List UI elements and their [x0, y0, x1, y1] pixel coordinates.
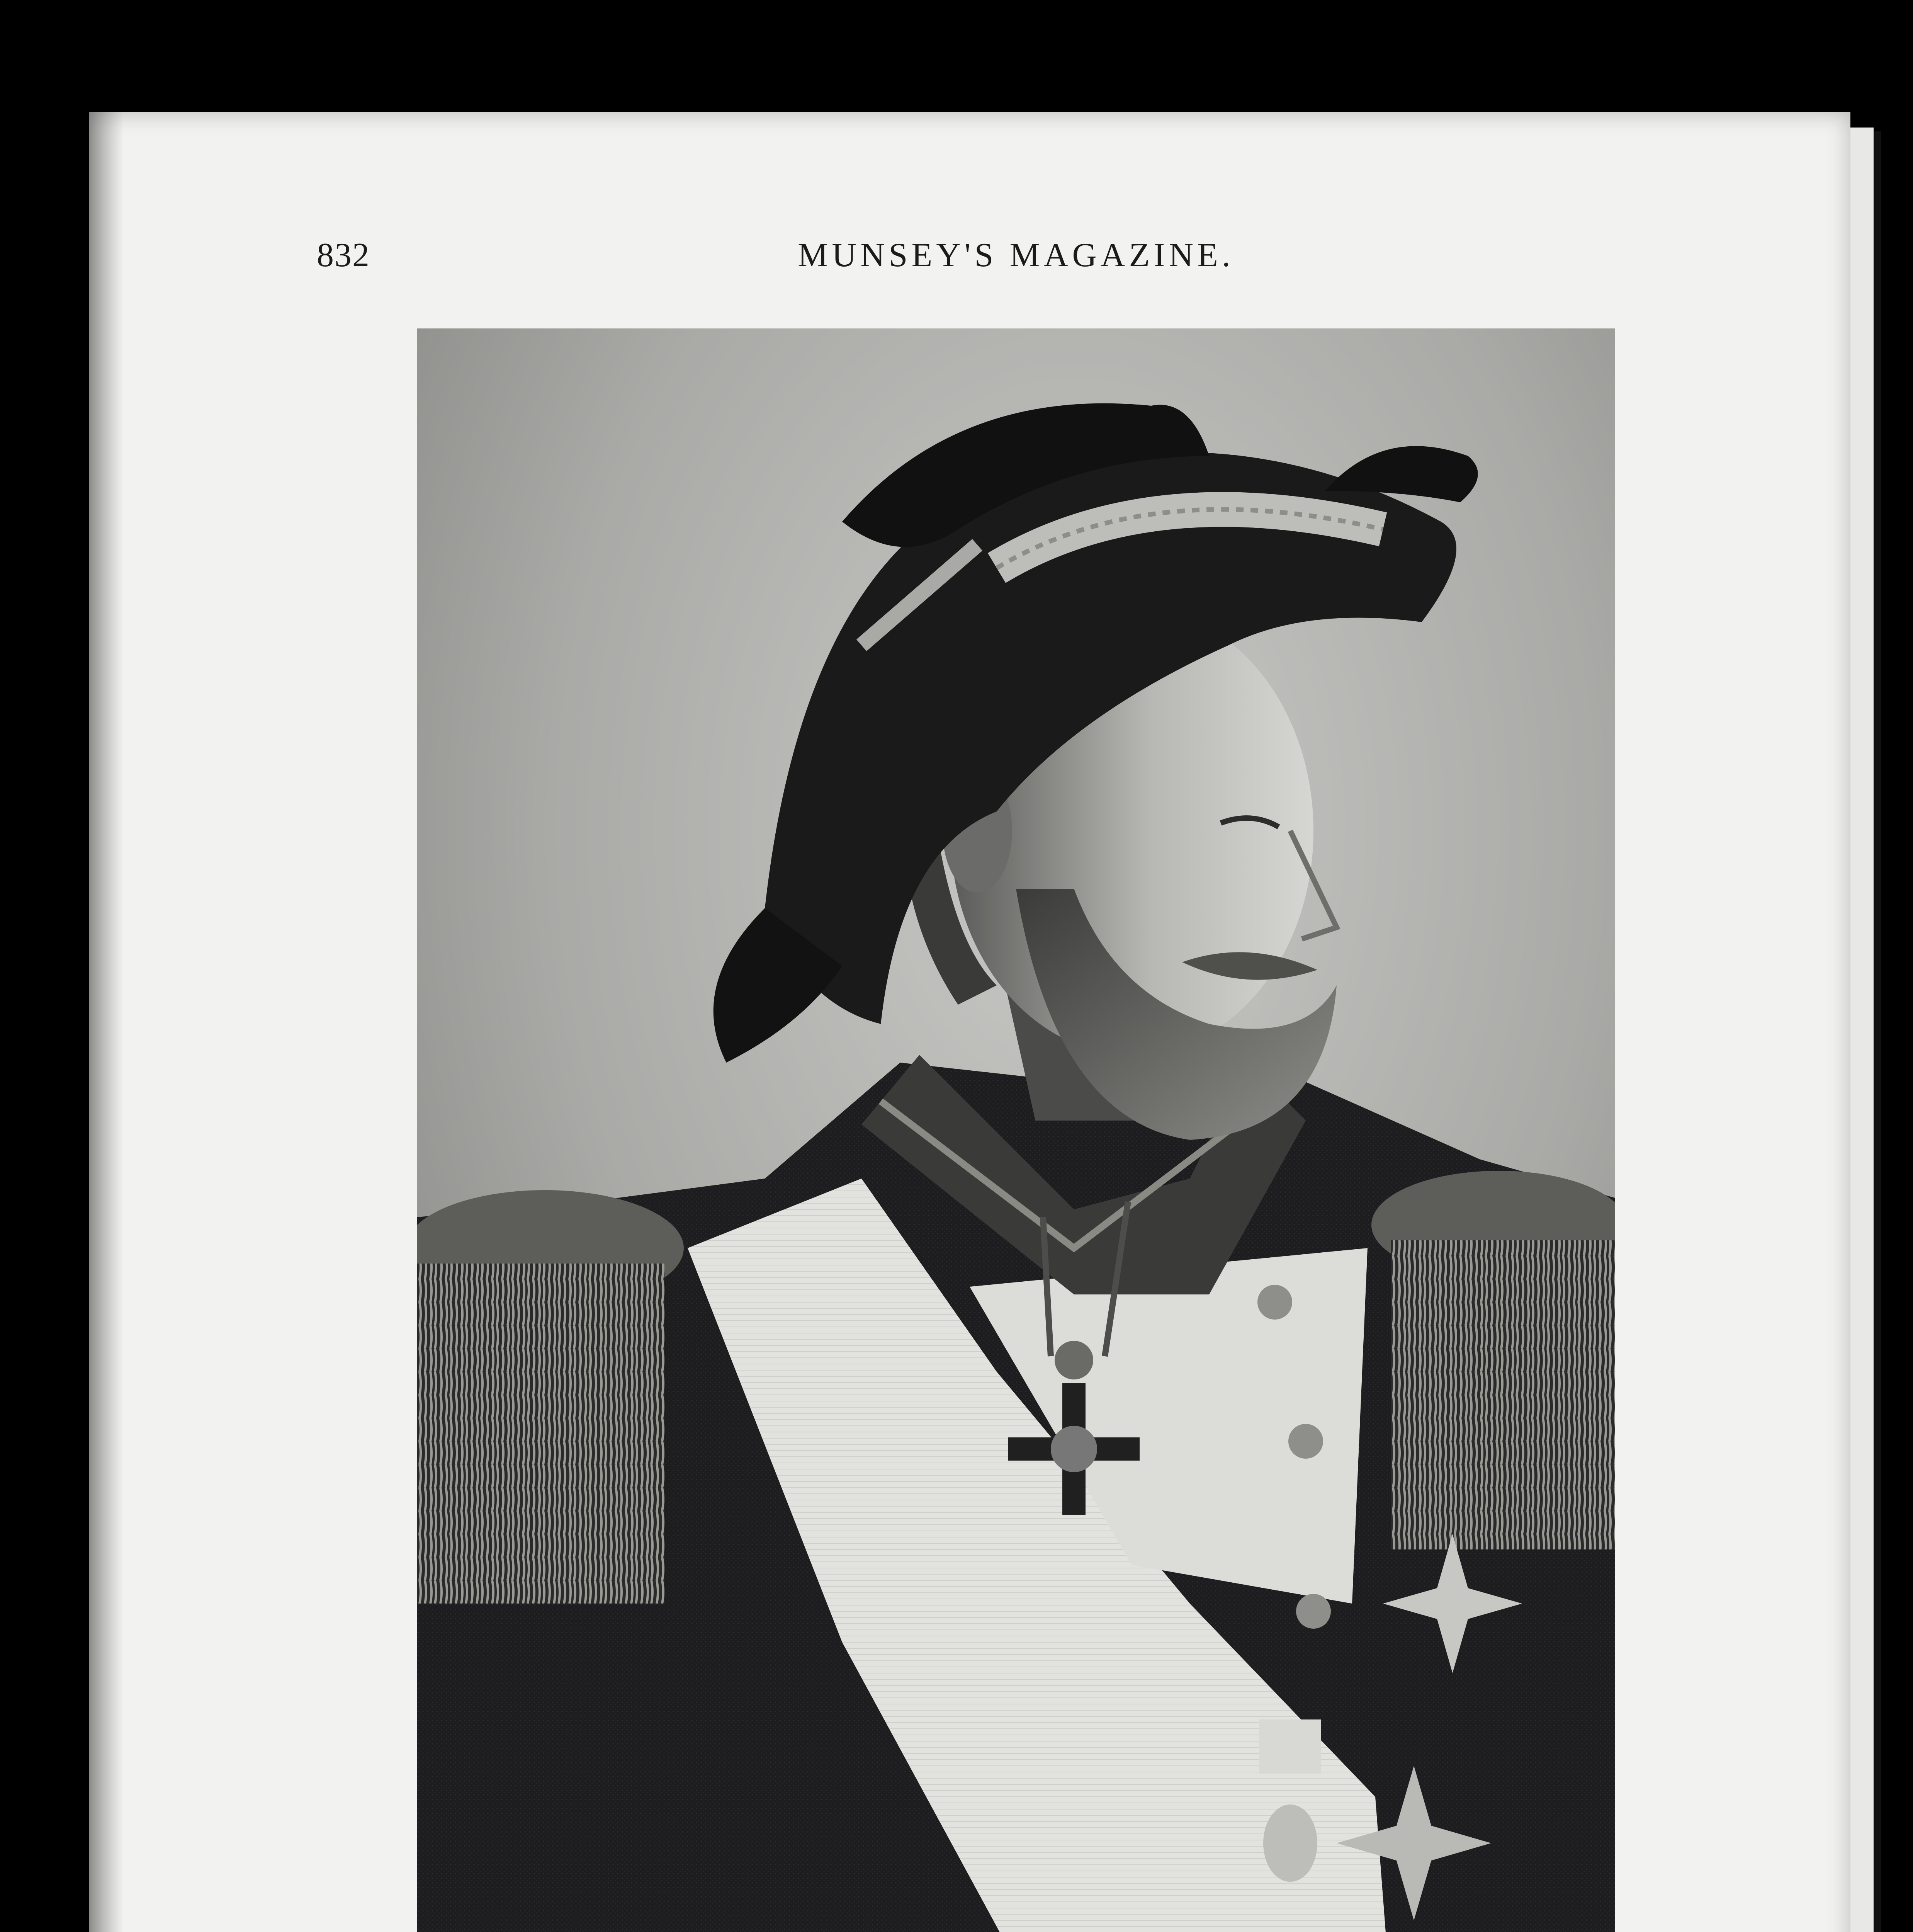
- magazine-title: MUNSEY'S MAGAZINE.: [798, 236, 1234, 274]
- portrait-illustration: [417, 328, 1615, 1932]
- running-head: [317, 236, 1715, 278]
- portrait-photograph: [417, 328, 1615, 1932]
- page-edge-dark: [1874, 131, 1881, 1932]
- page-edge: [1850, 128, 1874, 1932]
- gutter-shadow: [89, 112, 124, 1932]
- page-number: 832: [317, 236, 370, 274]
